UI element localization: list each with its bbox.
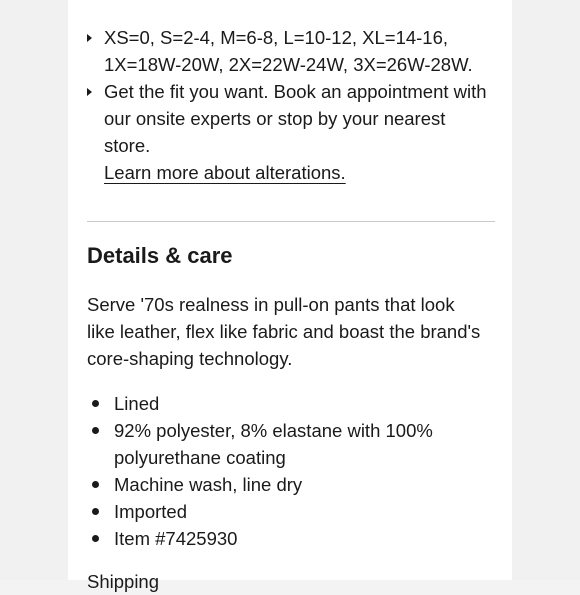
list-item	[87, 417, 467, 471]
detail-text: 92% polyester, 8% elastane with 100% polyurethane coating	[114, 420, 433, 468]
alterations-text: Get the fit you want. Book an appointment with our onsite experts or stop by your nearest store.	[104, 81, 487, 156]
bullet-icon	[92, 427, 99, 434]
alterations-link[interactable]: Learn more about alterations.	[104, 162, 346, 183]
bullet-icon	[92, 481, 99, 488]
size-info-list	[87, 24, 487, 186]
shipping-heading[interactable]: Shipping	[87, 571, 160, 592]
list-item	[87, 78, 487, 186]
bullet-icon	[92, 400, 99, 407]
list-item	[87, 525, 467, 552]
product-description: Serve '70s realness in pull-on pants that look like leather, flex like fabric and boast the brand's core-shaping technology.	[87, 294, 481, 369]
list-item	[87, 24, 487, 78]
detail-text: Item #7425930	[114, 528, 238, 549]
triangle-bullet-icon	[87, 34, 92, 42]
list-item	[87, 390, 467, 417]
size-chart-text: XS=0, S=2-4, M=6-8, L=10-12, XL=14-16, 1X=18W-20W, 2X=22W-24W, 3X=26W-28W.	[104, 27, 473, 75]
detail-text: Machine wash, line dry	[114, 474, 303, 495]
details-care-heading: Details & care	[87, 243, 233, 268]
right-background	[512, 0, 580, 580]
detail-text: Lined	[114, 393, 160, 414]
triangle-bullet-icon	[87, 88, 92, 96]
section-divider	[87, 221, 495, 222]
list-item	[87, 471, 467, 498]
product-info-panel	[68, 0, 512, 592]
detail-text: Imported	[114, 501, 188, 522]
list-item	[87, 498, 467, 525]
bullet-icon	[92, 508, 99, 515]
details-list	[87, 390, 467, 552]
bullet-icon	[92, 535, 99, 542]
left-background	[0, 0, 68, 580]
